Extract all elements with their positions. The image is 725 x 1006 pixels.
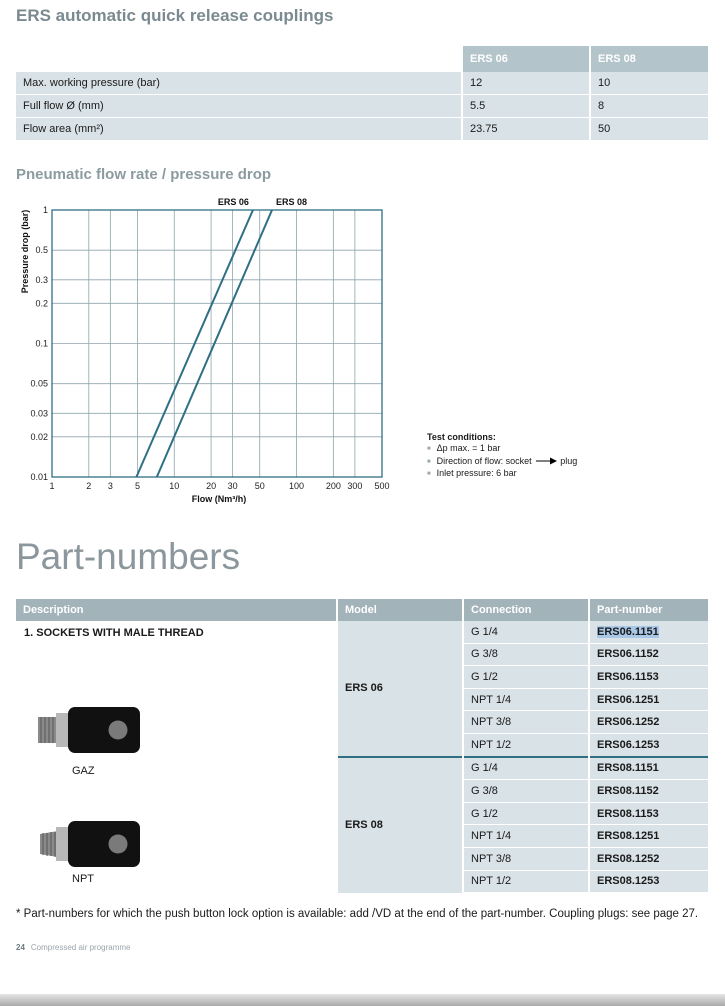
spec-row <box>16 72 708 95</box>
y-tick-label: 0.01 <box>30 472 48 482</box>
series-label: ERS 08 <box>276 197 308 207</box>
x-tick-label: 50 <box>254 481 265 491</box>
x-tick-label: 2 <box>86 481 92 491</box>
connection-cell: G 3/8 <box>463 643 589 666</box>
test-condition-item <box>427 443 577 456</box>
part-number-cell: ERS08.1253 <box>589 870 708 893</box>
x-tick-label: 10 <box>169 481 180 491</box>
header-connection: Connection <box>463 599 589 621</box>
y-tick-label: 0.02 <box>30 431 48 442</box>
spec-label: Max. working pressure (bar) <box>16 72 462 95</box>
socket-gaz-label: GAZ <box>72 765 95 777</box>
x-tick-label: 300 <box>347 481 363 491</box>
x-tick-label: 1 <box>49 481 55 491</box>
model-cell: ERS 06 <box>337 621 463 757</box>
test-condition-text: Δp max. = 1 bar <box>436 443 501 453</box>
y-tick-label: 1 <box>42 205 48 215</box>
x-axis-label: Flow (Nm³/h) <box>191 494 247 504</box>
connection-cell: G 1/4 <box>463 621 589 643</box>
description-cell <box>16 621 337 893</box>
part-number-cell: ERS06.1253 <box>589 733 708 756</box>
x-tick-label: 30 <box>227 481 238 491</box>
x-tick-label: 5 <box>134 481 140 491</box>
spec-value-ers08: 10 <box>590 72 708 95</box>
connection-cell: G 1/4 <box>463 757 589 780</box>
part-number-highlight: ERS06.1151 <box>597 625 659 638</box>
y-tick-label: 0.05 <box>30 378 48 389</box>
test-condition-item <box>427 456 577 469</box>
connection-cell: G 1/2 <box>463 666 589 689</box>
spec-row <box>16 118 708 141</box>
spec-header-blank <box>16 46 462 72</box>
chart-section-title: Pneumatic flow rate / pressure drop <box>16 166 272 183</box>
spec-header-ers06: ERS 06 <box>462 46 590 72</box>
y-tick-label: 0.5 <box>35 245 48 256</box>
y-tick-label: 0.2 <box>35 298 48 309</box>
spec-label: Full flow Ø (mm) <box>16 95 462 118</box>
part-number-cell: ERS08.1152 <box>589 780 708 803</box>
page-footer <box>16 943 131 952</box>
x-tick-label: 100 <box>289 481 305 491</box>
page-title: ERS automatic quick release couplings <box>16 6 334 25</box>
header-part-number: Part-number <box>589 599 708 621</box>
spec-header-ers08: ERS 08 <box>590 46 708 72</box>
test-conditions <box>427 432 577 481</box>
part-number-cell: ERS06.1251 <box>589 688 708 711</box>
y-tick-label: 0.1 <box>35 338 48 349</box>
header-description: Description <box>16 599 337 621</box>
connection-cell: NPT 1/2 <box>463 870 589 893</box>
arrow-right-icon <box>536 457 558 465</box>
part-number-cell: ERS08.1153 <box>589 802 708 825</box>
connection-cell: NPT 1/4 <box>463 825 589 848</box>
pressure-drop-chart <box>14 194 404 514</box>
part-number-cell: ERS08.1251 <box>589 825 708 848</box>
connection-cell: G 1/2 <box>463 802 589 825</box>
test-conditions-list <box>427 443 577 481</box>
spec-value-ers06: 23.75 <box>462 118 590 141</box>
test-condition-text: Direction of flow: socket <box>436 455 532 466</box>
x-tick-label: 3 <box>107 481 113 491</box>
socket-gaz-image <box>36 701 142 759</box>
parts-table <box>16 599 708 893</box>
model-cell: ERS 08 <box>337 757 463 893</box>
spec-row <box>16 95 708 118</box>
x-tick-label: 200 <box>325 481 341 491</box>
y-tick-label: 0.03 <box>30 408 48 419</box>
socket-npt-label: NPT <box>72 873 94 885</box>
bottom-bar <box>0 994 725 1006</box>
test-conditions-title: Test conditions: <box>427 432 496 442</box>
spec-header-row <box>16 46 708 72</box>
socket-npt-image <box>36 815 142 873</box>
connection-cell: NPT 1/2 <box>463 733 589 756</box>
spec-value-ers06: 12 <box>462 72 590 95</box>
y-tick-label: 0.3 <box>35 274 48 285</box>
parts-section-title: Part-numbers <box>16 536 241 577</box>
connection-cell: NPT 3/8 <box>463 847 589 870</box>
part-number-cell: ERS08.1252 <box>589 847 708 870</box>
footer-section: Compressed air programme <box>30 943 131 952</box>
part-number-cell <box>589 621 708 643</box>
description-title: 1. SOCKETS WITH MALE THREAD <box>24 627 204 639</box>
x-tick-label: 20 <box>206 481 217 491</box>
connection-cell: NPT 1/4 <box>463 688 589 711</box>
header-model: Model <box>337 599 463 621</box>
spec-value-ers08: 8 <box>590 95 708 118</box>
page-number: 24 <box>16 943 25 952</box>
spec-value-ers08: 50 <box>590 118 708 141</box>
spec-label: Flow area (mm²) <box>16 118 462 141</box>
connection-cell: G 3/8 <box>463 780 589 803</box>
connection-cell: NPT 3/8 <box>463 711 589 734</box>
table-row <box>16 621 708 643</box>
test-condition-suffix: plug <box>560 455 578 466</box>
part-number-cell: ERS06.1152 <box>589 643 708 666</box>
footnote: * Part-numbers for which the push button lock option is available: add /VD at the end of the part-number. Coupling plugs: see page 27. <box>16 908 699 920</box>
x-tick-label: 500 <box>374 481 390 491</box>
test-condition-item <box>427 468 577 481</box>
y-axis-label: Pressure drop (bar) <box>20 209 30 294</box>
test-condition-text: Inlet pressure: 6 bar <box>436 468 517 478</box>
spec-value-ers06: 5.5 <box>462 95 590 118</box>
parts-header-row <box>16 599 708 621</box>
spec-table <box>16 46 708 141</box>
series-label: ERS 06 <box>217 197 249 207</box>
part-number-cell: ERS08.1151 <box>589 757 708 780</box>
part-number-cell: ERS06.1252 <box>589 711 708 734</box>
part-number-cell: ERS06.1153 <box>589 666 708 689</box>
